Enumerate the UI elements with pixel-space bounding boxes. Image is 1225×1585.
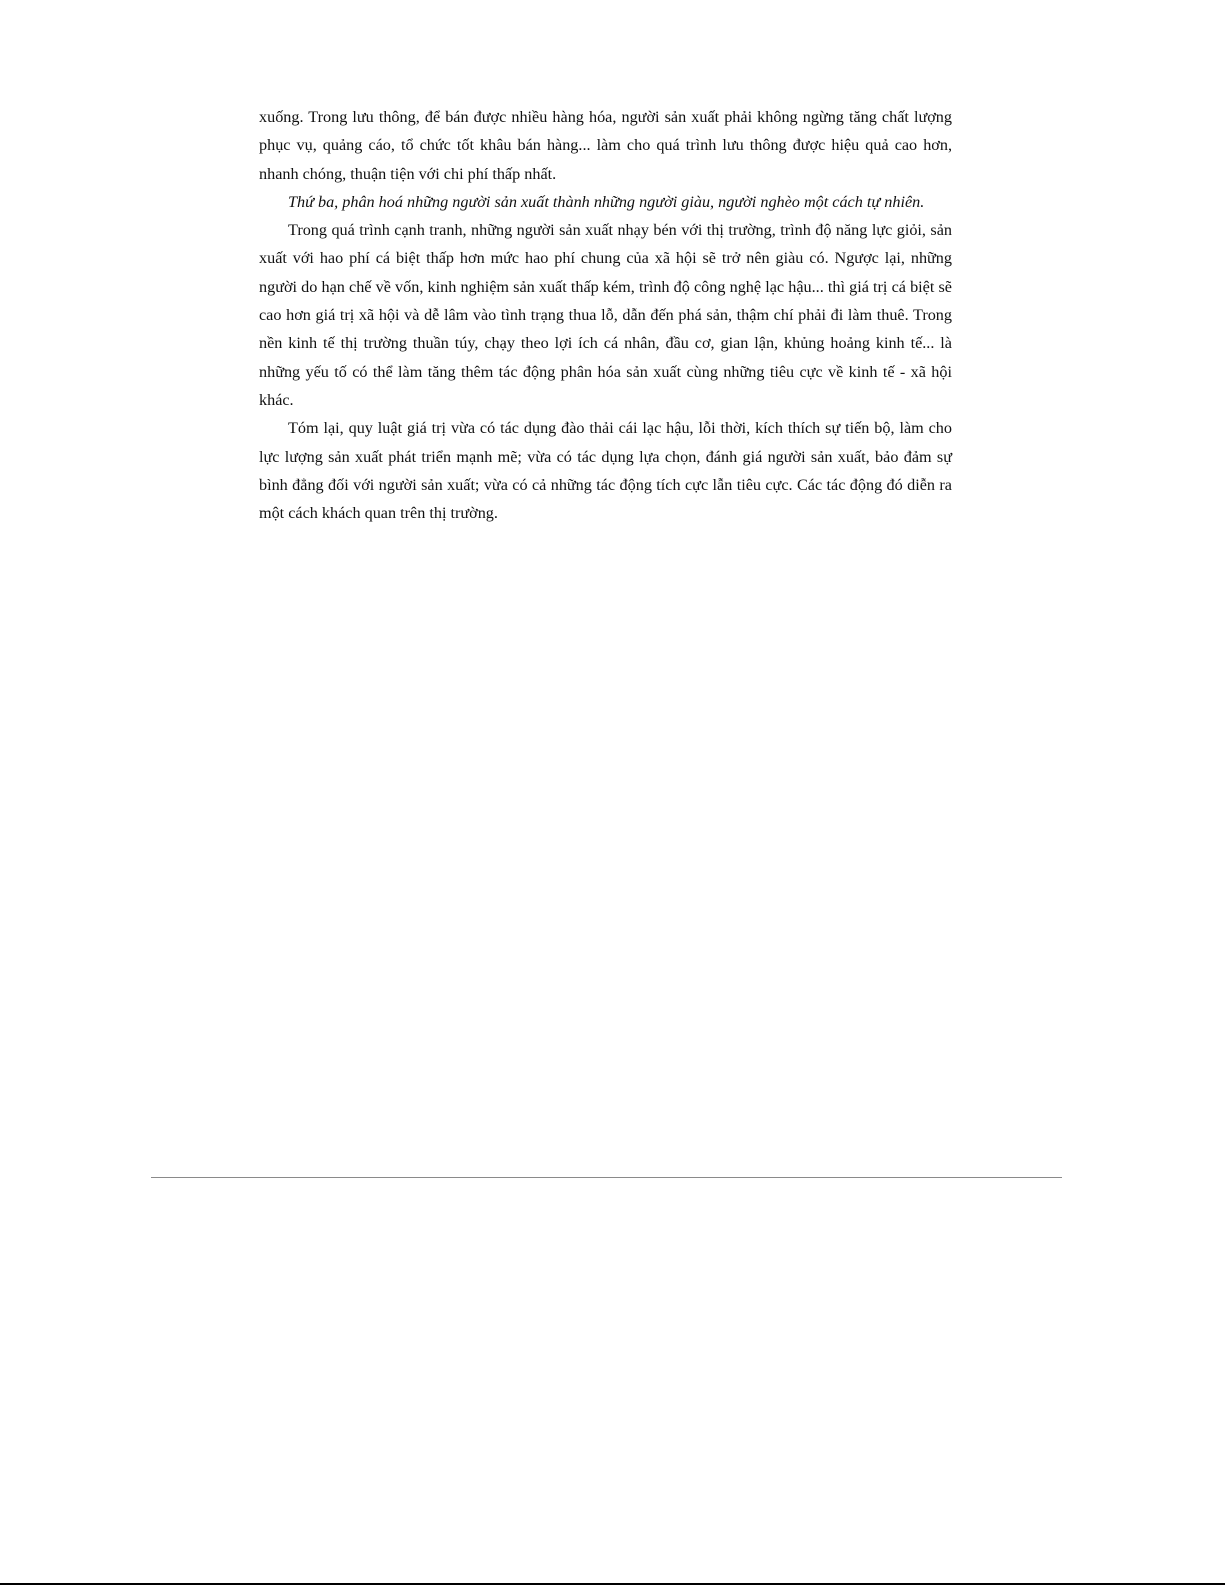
body-text	[259, 103, 952, 527]
footer-divider	[151, 1177, 1062, 1178]
paragraph-summary: Tóm lại, quy luật giá trị vừa có tác dụng đào thải cái lạc hậu, lỗi thời, kích thích sự tiến bộ, làm cho lực lượng sản xuất phát triển mạnh mẽ; vừa có tác dụng lựa chọn, đánh giá người sản xuất, bảo đảm sự bình đẳng đối với người sản xuất; vừa có cả những tác động tích cực lẫn tiêu cực. Các tác động đó diễn ra một cách khách quan trên thị trường.	[259, 419, 952, 523]
paragraph-continuation: xuống. Trong lưu thông, để bán được nhiều hàng hóa, người sản xuất phải không ngừng tăng chất lượng phục vụ, quảng cáo, tổ chức tốt khâu bán hàng... làm cho quá trình lưu thông được hiệu quả cao hơn, nhanh chóng, thuận tiện với chi phí thấp nhất.	[259, 108, 952, 183]
paragraph-heading-third-effect: Thứ ba, phân hoá những người sản xuất thành những người giàu, người nghèo một cách tự nhiên.	[288, 192, 925, 211]
paragraph-competition: Trong quá trình cạnh tranh, những người sản xuất nhạy bén với thị trường, trình độ năng lực giỏi, sản xuất với hao phí cá biệt thấp hơn mức hao phí chung của xã hội sẽ trở nên giàu có. Ngược lại, những người do hạn chế về vốn, kinh nghiệm sản xuất thấp kém, trình độ công nghệ lạc hậu... thì giá trị cá biệt sẽ cao hơn giá trị xã hội và dễ lâm vào tình trạng thua lỗ, dẫn đến phá sản, thậm chí phải đi làm thuê. Trong nền kinh tế thị trường thuần túy, chạy theo lợi ích cá nhân, đầu cơ, gian lận, khủng hoảng kinh tế... là những yếu tố có thể làm tăng thêm tác động phân hóa sản xuất cùng những tiêu cực về kinh tế - xã hội khác.	[259, 221, 952, 409]
